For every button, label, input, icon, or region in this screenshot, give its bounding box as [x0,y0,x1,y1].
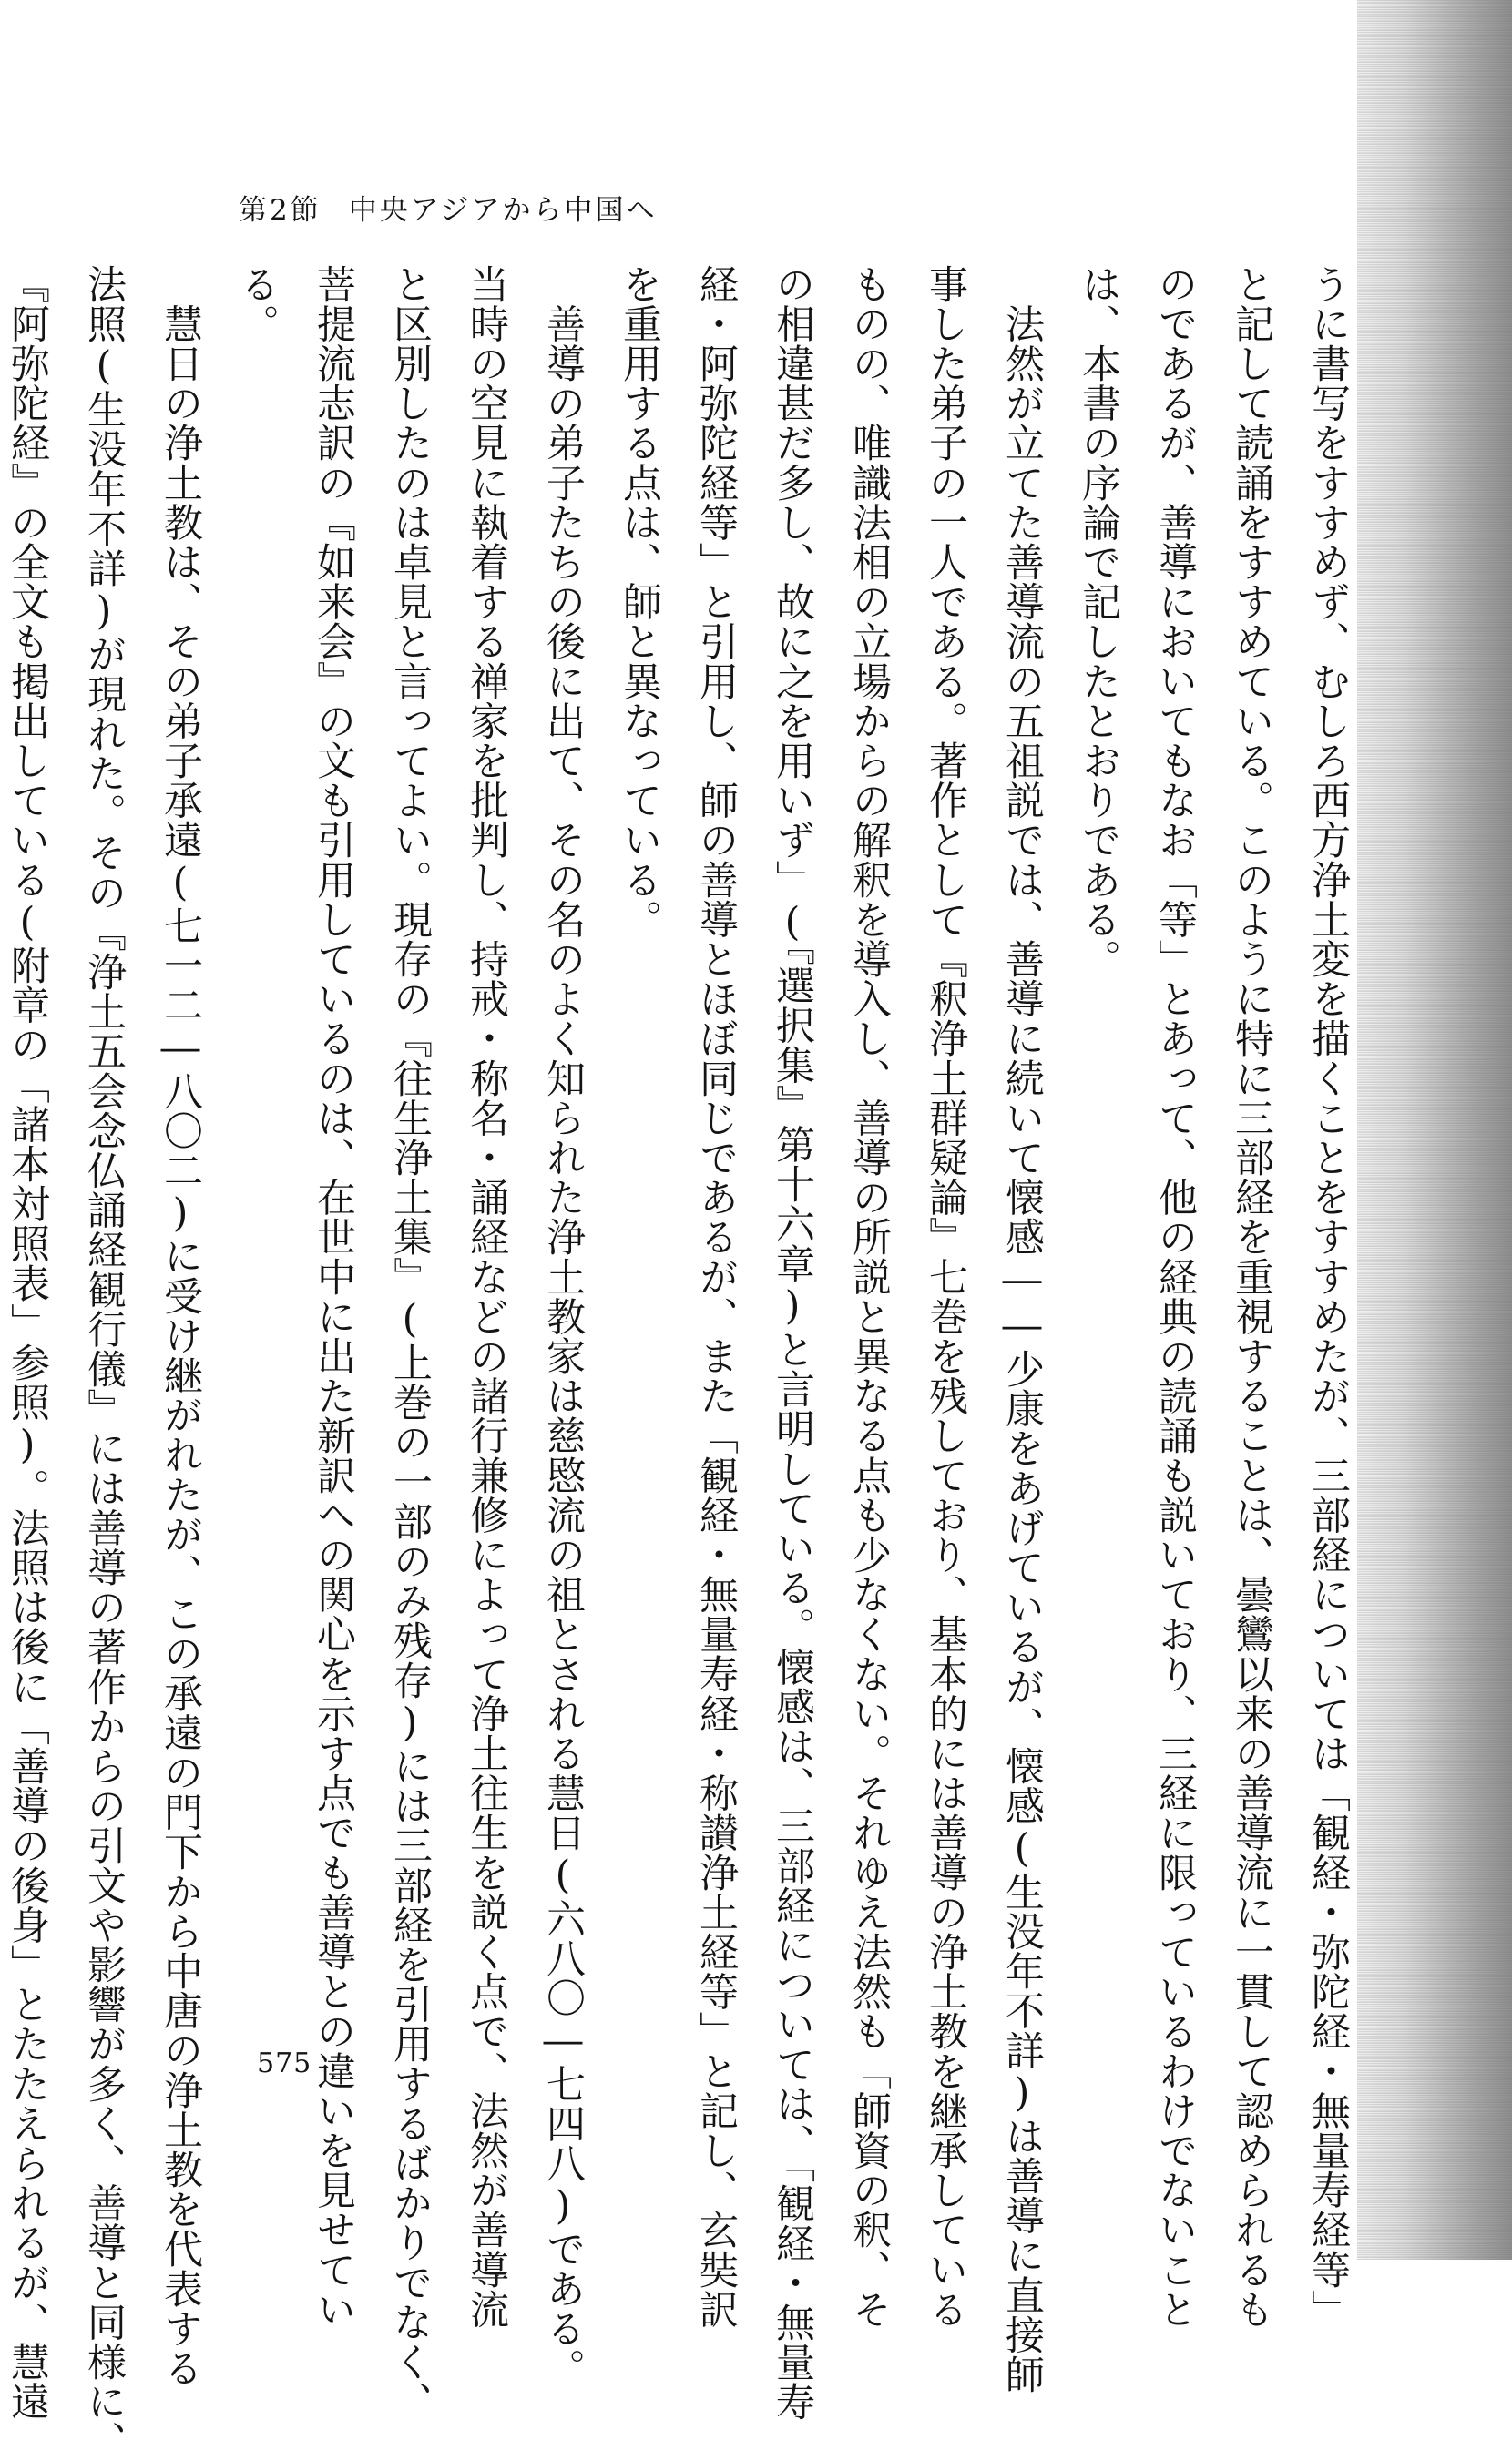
running-header [239,187,658,228]
text-line: の相違甚だ多し、故に之を用いず」(『選択集』第十六章)と言明している。懐感は、三部経については、「観経・無量寿 [770,264,815,2422]
text-line: うに書写をすすめず、むしろ西方浄土変を描くことをすすめたが、三部経については「観経・弥陀経・無量寿経等」 [1305,264,1351,2330]
section-number: 第2節 [239,194,322,227]
text-line: 法照(生没年不詳)が現れた。その『浄土五会念仏誦経観行儀』には善導の著作からの引文や影響が多く、善導と同様に、 [81,264,127,2461]
section-title: 中央アジアから中国へ [348,194,658,227]
text-line: ものの、唯識法相の立場からの解釈を導入し、善導の所説と異なる点も少なくない。それゆえ法然も「師資の釈、そ [846,264,892,2330]
text-line: 菩提流志訳の『如来会』の文も引用しているのは、在世中に出た新訳への関心を示す点でも善導との違いを見せてい [311,264,356,2330]
text-line: 慧日の浄土教は、その弟子承遠(七一二―八〇二)に受け継がれたが、この承遠の門下から中唐の浄土教を代表する [158,264,203,2388]
text-line: る。 [234,264,280,344]
text-line: 法然が立てた善導流の五祖説では、善導に続いて懐感――少康をあげているが、懐感(生没年不詳)は善導に直接師 [999,264,1045,2395]
text-line: を重用する点は、師と異なっている。 [617,264,662,940]
scan-edge-shadow [1357,0,1512,2260]
page-number: 575 [257,2047,312,2079]
text-line: のであるが、善導においてもなお「等」とあって、他の経典の読誦も説いており、三経に限っているわけでないこと [1152,264,1198,2330]
text-line: と記して読誦をすすめている。このように特に三部経を重視することは、曇鸞以来の善導流に一貫して認められるも [1229,264,1274,2330]
text-line: 当時の空見に執着する禅家を批判し、持戒・称名・誦経などの諸行兼修によって浄土往生を説く点で、法然が善導流 [464,264,509,2330]
text-line: 経・阿弥陀経等」と引用し、師の善導とほぼ同じであるが、また「観経・無量寿経・称讃浄土経等」と記し、玄奘訳 [693,264,739,2330]
text-line: 『阿弥陀経』の全文も掲出している(附章の「諸本対照表」参照)。法照は後に「善導の後身」とたたえられるが、慧遠 [5,264,50,2422]
text-line: 事した弟子の一人である。著作として『釈浄土群疑論』七巻を残しており、基本的には善導の浄土教を継承している [923,264,968,2330]
text-line: は、本書の序論で記したとおりである。 [1076,264,1121,979]
text-line: と区別したのは卓見と言ってよい。現存の『往生浄土集』(上巻の一部のみ残存)には三部経を引用するばかりでなく、 [387,264,433,2422]
text-line: 善導の弟子たちの後に出て、その名のよく知られた浄土教家は慈愍流の祖とされる慧日(六八〇―七四八)である。 [540,264,586,2388]
